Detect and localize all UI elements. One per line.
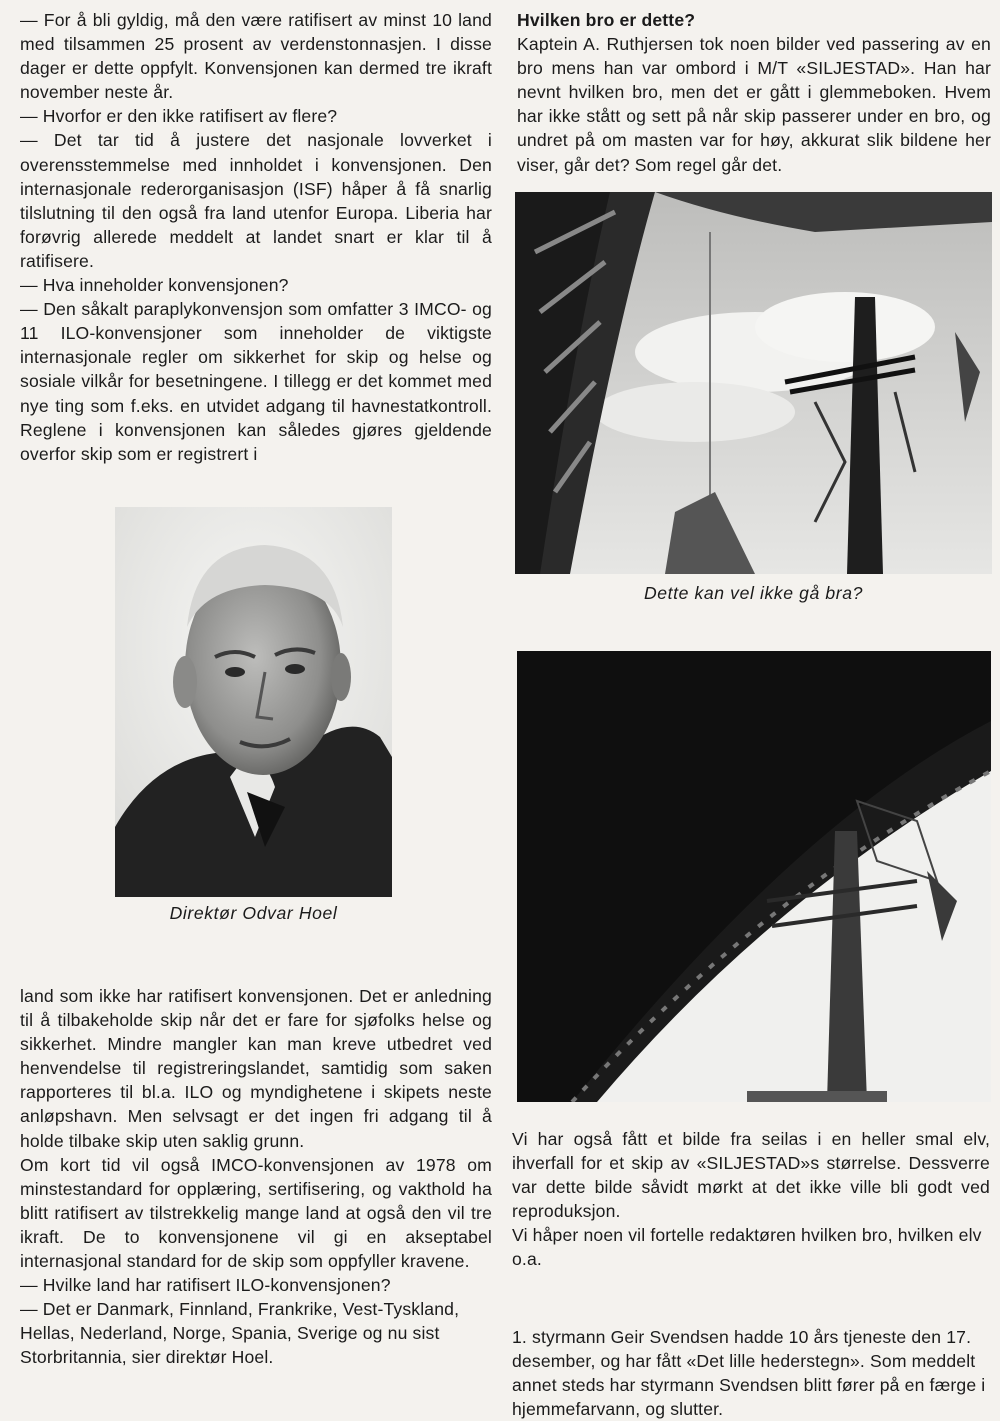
right-column-bottom-text [512, 1325, 990, 1421]
portrait-photo [115, 507, 392, 897]
paragraph: — Den såkalt paraplykonvensjon som omfatter 3 IMCO- og 11 ILO-konvensjoner som inneholder de viktigste internasjonale regler om sikkerhet for skip og helse og sosiale vilkår for besetningene. I tillegg er det kommet med nye ting som f.eks. en utvidet adgang til havnestatkontroll. Reglene i konvensjonen kan således gjøres gjeldende overfor skip som er registrert i [20, 299, 492, 464]
paragraph: — Hvilke land har ratifisert ILO-konvensjonen? [20, 1275, 391, 1296]
paragraph: 1. styrmann Geir Svendsen hadde 10 års tjeneste den 17. desember, og har fått «Det lille hederstegn». Som meddelt annet steds har styrmann Svendsen blitt fører på en færge i hjemmefarvann, og slutter. [512, 1327, 986, 1420]
paragraph: — For å bli gyldig, må den være ratifisert av minst 10 land med tilsammen 25 prosent av verdenstonnasjen. I disse dager er dette oppfylt. Konvensjonen kan dermed tre ikraft november neste år. [20, 10, 492, 103]
left-column-bottom-text [20, 984, 492, 1370]
right-column-middle-text [512, 1127, 990, 1272]
bridge-photo-1 [515, 192, 992, 574]
paragraph: Vi har også fått et bilde fra seilas i en heller smal elv, ihverfall for et skip av «SILJESTAD»s størrelse. Dessverre var dette bilde såvidt mørkt at det ikke ville bli godt ved reproduksjon. [512, 1129, 990, 1222]
paragraph: — Det er Danmark, Finnland, Frankrike, Vest-Tyskland, Hellas, Nederland, Norge, Spania, Sverige og nu sist Storbritannia, sier direktør Hoel. [20, 1299, 460, 1368]
article-heading: Hvilken bro er dette? [517, 10, 696, 30]
paragraph: — Hva inneholder konvensjonen? [20, 275, 289, 296]
paragraph: land som ikke har ratifisert konvensjonen. Det er anledning til å tilbakeholde skip når det er fare for sjøfolks helse og sikkerhet. Mindre mangler kan man kreve utbedret ved henvendelse til registreringslandet, samtidig som saken rapporteres til bl.a. ILO og myndighetene i skipets neste anløpshavn. Men selvsagt er det ingen fri adgang til å holde tilbake skip uten saklig grunn. [20, 986, 492, 1151]
portrait-caption: Direktør Odvar Hoel [169, 903, 338, 923]
bridge-photo-2 [517, 651, 991, 1102]
left-column-top-text [20, 8, 492, 466]
paragraph: Kaptein A. Ruthjersen tok noen bilder ved passering av en bro mens han var ombord i M/T «SILJESTAD». Han har nevnt hvilken bro, men det er gått i glemmeboken. Hvem har ikke stått og sett på når skip passerer under en bro, og undret på om masten var for høy, akkurat slik bildene her viser, går det? Som regel går det. [517, 34, 991, 175]
paragraph: Om kort tid vil også IMCO-konvensjonen av 1978 om minstestandard for opplæring, sertifisering, og vakthold ha blitt ratifisert av tilstrekkelig mange land at også den vil tre ikraft. De to konvensjonene vil gi en akseptabel internasjonal standard for de skip som oppfyller kravene. [20, 1154, 492, 1272]
bridge-photo-1-caption: Dette kan vel ikke gå bra? [643, 583, 864, 603]
paragraph: — Det tar tid å justere det nasjonale lovverket i overensstemmelse med innholdet i konvensjonen. Den internasjonale rederorganisasjon (ISF) håper å få snarlig tilslutning til den også fra land utenfor Europa. Liberia har forøvrig allerede meddelt at landet snart er klar til å ratifisere. [20, 130, 492, 271]
paragraph: — Hvorfor er den ikke ratifisert av flere? [20, 106, 338, 127]
paragraph: Vi håper noen vil fortelle redaktøren hvilken bro, hvilken elv o.a. [512, 1225, 982, 1270]
right-column-top-text [517, 8, 991, 177]
